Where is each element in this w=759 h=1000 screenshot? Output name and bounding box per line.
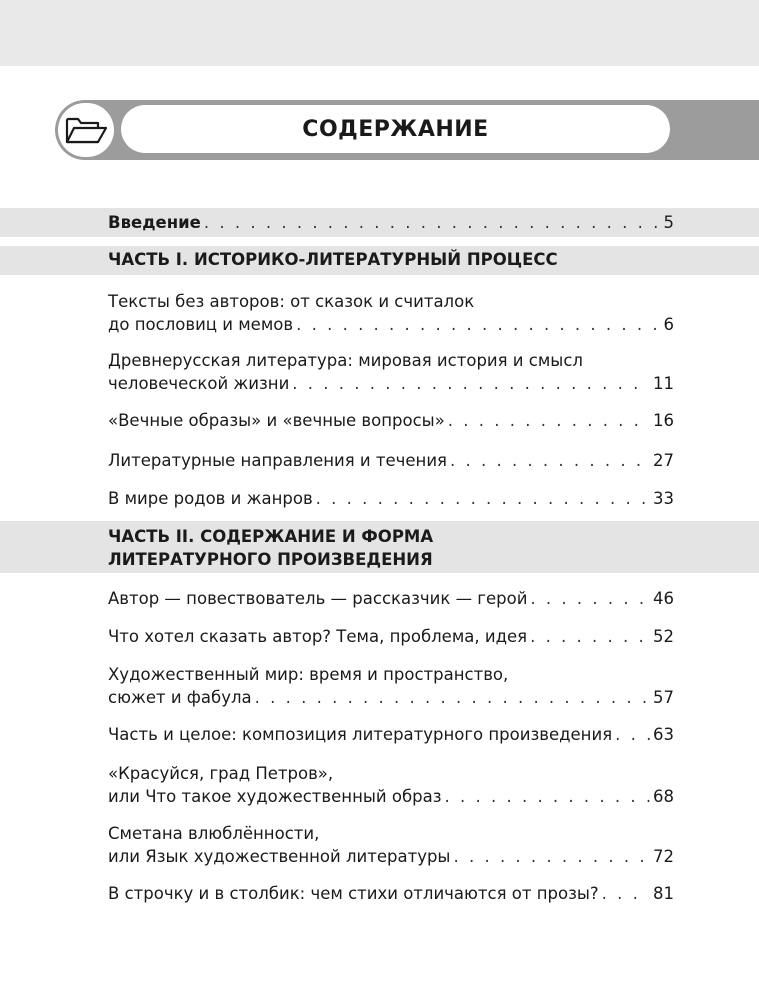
entry-title-line1: Древнерусская литература: мировая история и смысл	[108, 351, 583, 370]
entry-title: Что хотел сказать автор? Тема, проблема, идея	[108, 627, 528, 646]
entry-title: или Что такое художественный образ	[108, 787, 442, 806]
page-number: 72	[653, 847, 674, 866]
page-number: 6	[663, 315, 674, 334]
open-folder-icon	[64, 116, 108, 144]
page-number: 63	[653, 725, 674, 744]
entry-title-line1: «Красуйся, град Петров»,	[108, 764, 334, 783]
toc-entry[interactable]	[108, 349, 674, 395]
toc-entry[interactable]	[108, 487, 674, 510]
toc-entry[interactable]	[108, 822, 674, 868]
leader-dots	[615, 723, 650, 746]
entry-title: В мире родов и жанров	[108, 489, 313, 508]
page-number: 81	[653, 884, 674, 903]
page-number: 57	[653, 688, 674, 707]
title-pill	[121, 105, 670, 153]
leader-dots	[445, 785, 651, 808]
entry-title-line1: Тексты без авторов: от сказок и считалок	[108, 292, 475, 311]
entry-title: Часть и целое: композиция литературного произведения	[108, 725, 613, 744]
page-number: 33	[653, 489, 674, 508]
entry-title: Введение	[108, 213, 201, 232]
entry-title: В строчку и в столбик: чем стихи отличаются от прозы?	[108, 884, 599, 903]
leader-dots	[255, 686, 650, 709]
toc-entry[interactable]	[108, 723, 674, 746]
entry-title: «Вечные образы» и «вечные вопросы»	[108, 411, 445, 430]
toc-entry[interactable]	[108, 625, 674, 648]
entry-title-line1: Художественный мир: время и пространство,	[108, 665, 509, 684]
part2-heading-line1: ЧАСТЬ II. СОДЕРЖАНИЕ И ФОРМА	[108, 527, 434, 546]
page-number: 68	[653, 787, 674, 806]
leader-dots	[602, 882, 650, 905]
page-number: 46	[653, 589, 674, 608]
part2-heading	[108, 525, 433, 571]
leader-dots	[450, 449, 650, 472]
entry-title: сюжет и фабула	[108, 688, 252, 707]
leader-dots	[530, 625, 650, 648]
leader-dots	[530, 587, 650, 610]
page-number: 11	[653, 374, 674, 393]
entry-title: или Язык художественной литературы	[108, 847, 451, 866]
leader-dots	[296, 313, 660, 336]
toc-entry[interactable]	[108, 290, 674, 336]
entry-title: Литературные направления и течения	[108, 451, 447, 470]
entry-title-line1: Сметана влюблённости,	[108, 824, 320, 843]
leader-dots	[448, 409, 650, 432]
top-band	[0, 0, 759, 66]
page-number: 52	[653, 627, 674, 646]
toc-entry[interactable]	[108, 663, 674, 709]
toc-entry[interactable]	[108, 762, 674, 808]
folder-badge	[58, 103, 114, 157]
leader-dots	[316, 487, 650, 510]
part2-heading-line2: ЛИТЕРАТУРНОГО ПРОИЗВЕДЕНИЯ	[108, 550, 433, 569]
page-number: 5	[663, 213, 674, 232]
page-number: 16	[653, 411, 674, 430]
leader-dots	[292, 372, 650, 395]
toc-entry[interactable]	[108, 587, 674, 610]
entry-title: до пословиц и мемов	[108, 315, 294, 334]
entry-title: Автор — повествователь — рассказчик — герой	[108, 589, 528, 608]
toc-entry[interactable]	[108, 409, 674, 432]
part1-heading: ЧАСТЬ I. ИСТОРИКО-ЛИТЕРАТУРНЫЙ ПРОЦЕСС	[108, 250, 558, 269]
leader-dots	[204, 211, 661, 234]
page-title: СОДЕРЖАНИЕ	[302, 116, 489, 142]
toc-entry[interactable]	[108, 449, 674, 472]
entry-title: человеческой жизни	[108, 374, 290, 393]
toc-entry[interactable]	[108, 882, 674, 905]
toc-entry-intro[interactable]	[108, 211, 674, 234]
leader-dots	[453, 845, 650, 868]
page-number: 27	[653, 451, 674, 470]
